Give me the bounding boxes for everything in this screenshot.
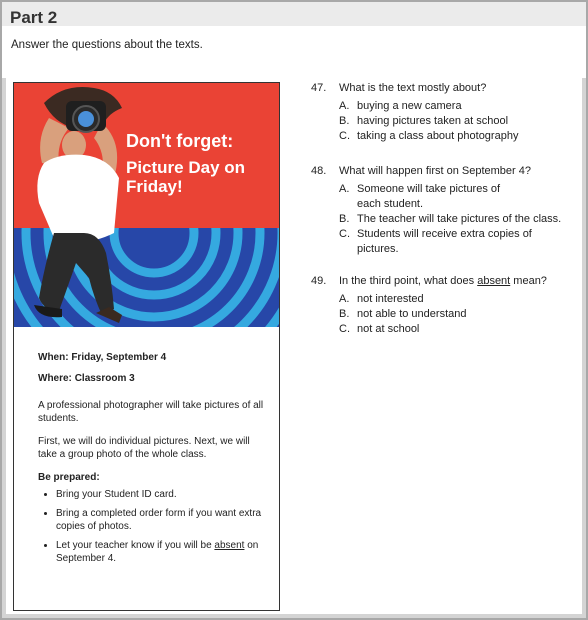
instructions: Answer the questions about the texts. [11, 39, 203, 51]
option-a[interactable] [339, 292, 581, 307]
question-48 [311, 165, 581, 257]
part-title: Part 2 [10, 8, 58, 27]
question-number: 47. [311, 82, 327, 94]
option-letter: B. [339, 308, 350, 320]
absent-word: absent [477, 275, 511, 287]
bullet-3-text: Let your teacher know if you will be [56, 540, 215, 551]
option-text: having pictures taken at school [357, 115, 509, 127]
option-text: taking a class about photography [357, 130, 519, 142]
option-letter: C. [339, 228, 350, 240]
option-letter: B. [339, 213, 350, 225]
bullet-3-tail: on September 4. [56, 540, 259, 564]
header-bar [2, 2, 586, 26]
question-text [339, 275, 581, 287]
headline-line-1: Don't forget: [126, 131, 234, 151]
option-c[interactable] [339, 227, 581, 257]
option-text: Someone will take pictures of each student. [357, 183, 501, 210]
flyer-body [38, 351, 268, 571]
where-value: Classroom 3 [74, 373, 135, 384]
option-text: not interested [357, 293, 424, 305]
when-label: When: [38, 352, 69, 363]
list-item: • Bring your Student ID card. [56, 488, 268, 501]
flyer-illustration [14, 83, 279, 327]
option-a[interactable] [339, 99, 581, 114]
option-text: not at school [357, 323, 420, 335]
option-b[interactable] [339, 212, 581, 227]
question-text-start: In the third point, what does [339, 275, 478, 287]
content-area [2, 78, 586, 618]
when-value: Friday, September 4 [71, 352, 167, 363]
be-prepared-list [38, 488, 268, 565]
option-letter: B. [339, 115, 350, 127]
question-number: 48. [311, 165, 327, 177]
content-panel [6, 78, 582, 614]
absent-word: absent [214, 540, 245, 551]
option-text: not able to understand [357, 308, 467, 320]
option-letter: A. [339, 100, 350, 112]
option-letter: A. [339, 293, 350, 305]
list-item: • Bring a completed order form if you want extra copies of photos. [56, 507, 268, 533]
option-text: Students will receive extra copies of pictures. [357, 228, 532, 255]
question-49 [311, 275, 581, 337]
option-text: The teacher will take pictures of the class. [357, 213, 562, 225]
option-letter: C. [339, 323, 350, 335]
question-47 [311, 82, 581, 144]
question-text-end: mean? [510, 275, 547, 287]
flyer-headline [126, 131, 276, 197]
question-text: What will happen first on September 4? [339, 165, 531, 177]
where-label: Where: [38, 373, 72, 384]
option-letter: C. [339, 130, 350, 142]
option-c[interactable] [339, 322, 581, 337]
question-text: What is the text mostly about? [339, 82, 487, 94]
flyer-paragraph-2: First, we will do individual pictures. Next, we will take a group photo of the whole class. [38, 436, 250, 460]
headline-line-2: Picture Day on Friday! [126, 157, 246, 197]
list-item [56, 539, 268, 565]
option-c[interactable] [339, 129, 581, 144]
option-b[interactable] [339, 307, 581, 322]
option-text: buying a new camera [357, 100, 462, 112]
be-prepared-heading: Be prepared: [38, 472, 100, 483]
option-letter: A. [339, 183, 350, 195]
option-b[interactable] [339, 114, 581, 129]
flyer-paragraph-1: A professional photographer will take pictures of all students. [38, 400, 264, 424]
option-a[interactable] [339, 182, 581, 212]
question-number: 49. [311, 275, 327, 287]
photographer-illustration [14, 83, 279, 327]
picture-day-flyer [13, 82, 280, 611]
